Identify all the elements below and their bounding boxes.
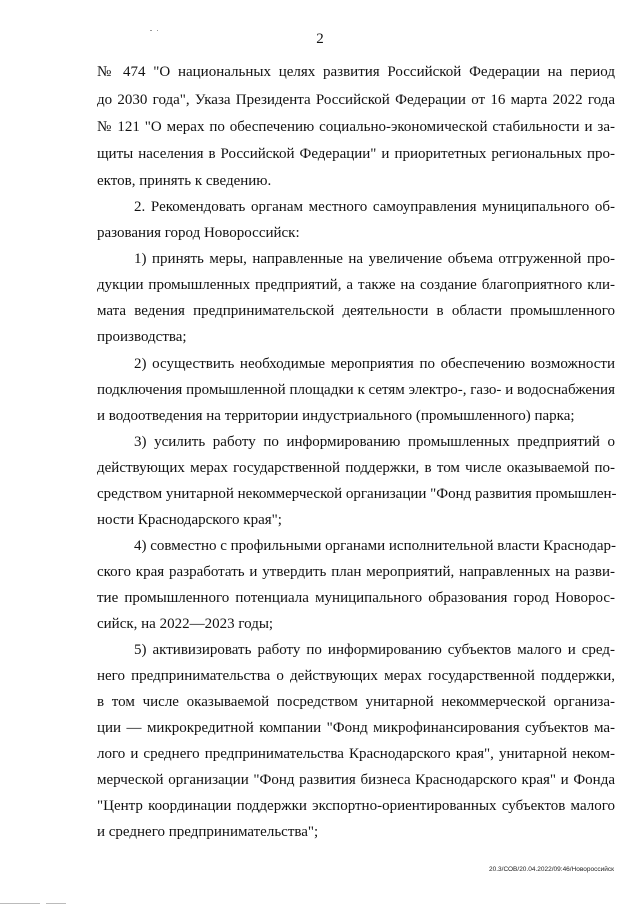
text-line: 1) принять меры, направленные на увеличение объема отгруженной про- bbox=[134, 251, 615, 267]
text-line: и водоотведения на территории индустриального (промышленного) парка; bbox=[97, 408, 575, 424]
scan-artifact bbox=[150, 30, 152, 31]
text-line: 4) совместно с профильными органами исполнительной власти Краснодар- bbox=[134, 538, 617, 554]
text-line: разования город Новороссийск: bbox=[97, 225, 300, 241]
text-line: щиты населения в Российской Федерации" и приоритетных региональных про- bbox=[97, 146, 615, 162]
text-line: ции — микрокредитной компании "Фонд микрофинансирования субъектов ма- bbox=[97, 720, 615, 736]
text-line: сийск, на 2022—2023 годы; bbox=[97, 616, 274, 632]
text-line: до 2030 года", Указа Президента Российской Федерации от 16 марта 2022 года bbox=[97, 92, 615, 108]
text-line: средством унитарной некоммерческой организации "Фонд развития промышлен- bbox=[97, 486, 617, 502]
text-line: ского края разработать и утвердить план мероприятий, направленных на разви- bbox=[97, 564, 615, 580]
text-line: 2) осуществить необходимые мероприятия по обеспечению возможности bbox=[134, 356, 615, 372]
scan-artifact bbox=[157, 30, 158, 31]
text-line: производства; bbox=[97, 329, 187, 345]
document-registration-code: 20.3/СОВ/20.04.2022/09:46/Новороссийск bbox=[488, 866, 614, 873]
text-line: мерческой организации "Фонд развития бизнеса Краснодарского края" и Фонда bbox=[97, 772, 615, 788]
text-line: ности Краснодарского края"; bbox=[97, 512, 282, 528]
text-line: него предпринимательства о действующих мерах государственной поддержки, bbox=[97, 668, 615, 684]
text-line: № 121 "О мерах по обеспечению социально-экономической стабильности и за- bbox=[97, 119, 615, 135]
text-line: № 474 "О национальных целях развития Российской Федерации на период bbox=[97, 64, 615, 80]
scan-artifact bbox=[46, 903, 66, 904]
text-line: тие промышленного потенциала муниципального образования город Новорос- bbox=[97, 590, 615, 606]
text-line: 5) активизировать работу по информированию субъектов малого и сред- bbox=[134, 642, 615, 658]
text-line: ектов, принять к сведению. bbox=[97, 173, 272, 189]
text-line: и среднего предпринимательства"; bbox=[97, 824, 319, 840]
text-line: в том числе оказываемой посредством унитарной некоммерческой организа- bbox=[97, 694, 615, 710]
text-line: дукции промышленных предприятий, а также на создание благоприятного кли- bbox=[97, 277, 615, 293]
scan-artifact bbox=[0, 903, 40, 904]
text-line: подключения промышленной площадки к сетям электро-, газо- и водоснабжения bbox=[97, 382, 615, 398]
text-line: действующих мерах государственной поддержки, в том числе оказываемой по- bbox=[97, 460, 615, 476]
text-line: 3) усилить работу по информированию промышленных предприятий о bbox=[134, 434, 615, 450]
text-line: мата ведения предпринимательской деятельности в области промышленного bbox=[97, 303, 615, 319]
page-number: 2 bbox=[316, 31, 324, 47]
text-line: 2. Рекомендовать органам местного самоуправления муниципального об- bbox=[134, 199, 615, 215]
text-line: лого и среднего предпринимательства Краснодарского края", унитарной неком- bbox=[97, 746, 615, 762]
text-line: "Центр координации поддержки экспортно-ориентированных субъектов малого bbox=[97, 798, 615, 814]
